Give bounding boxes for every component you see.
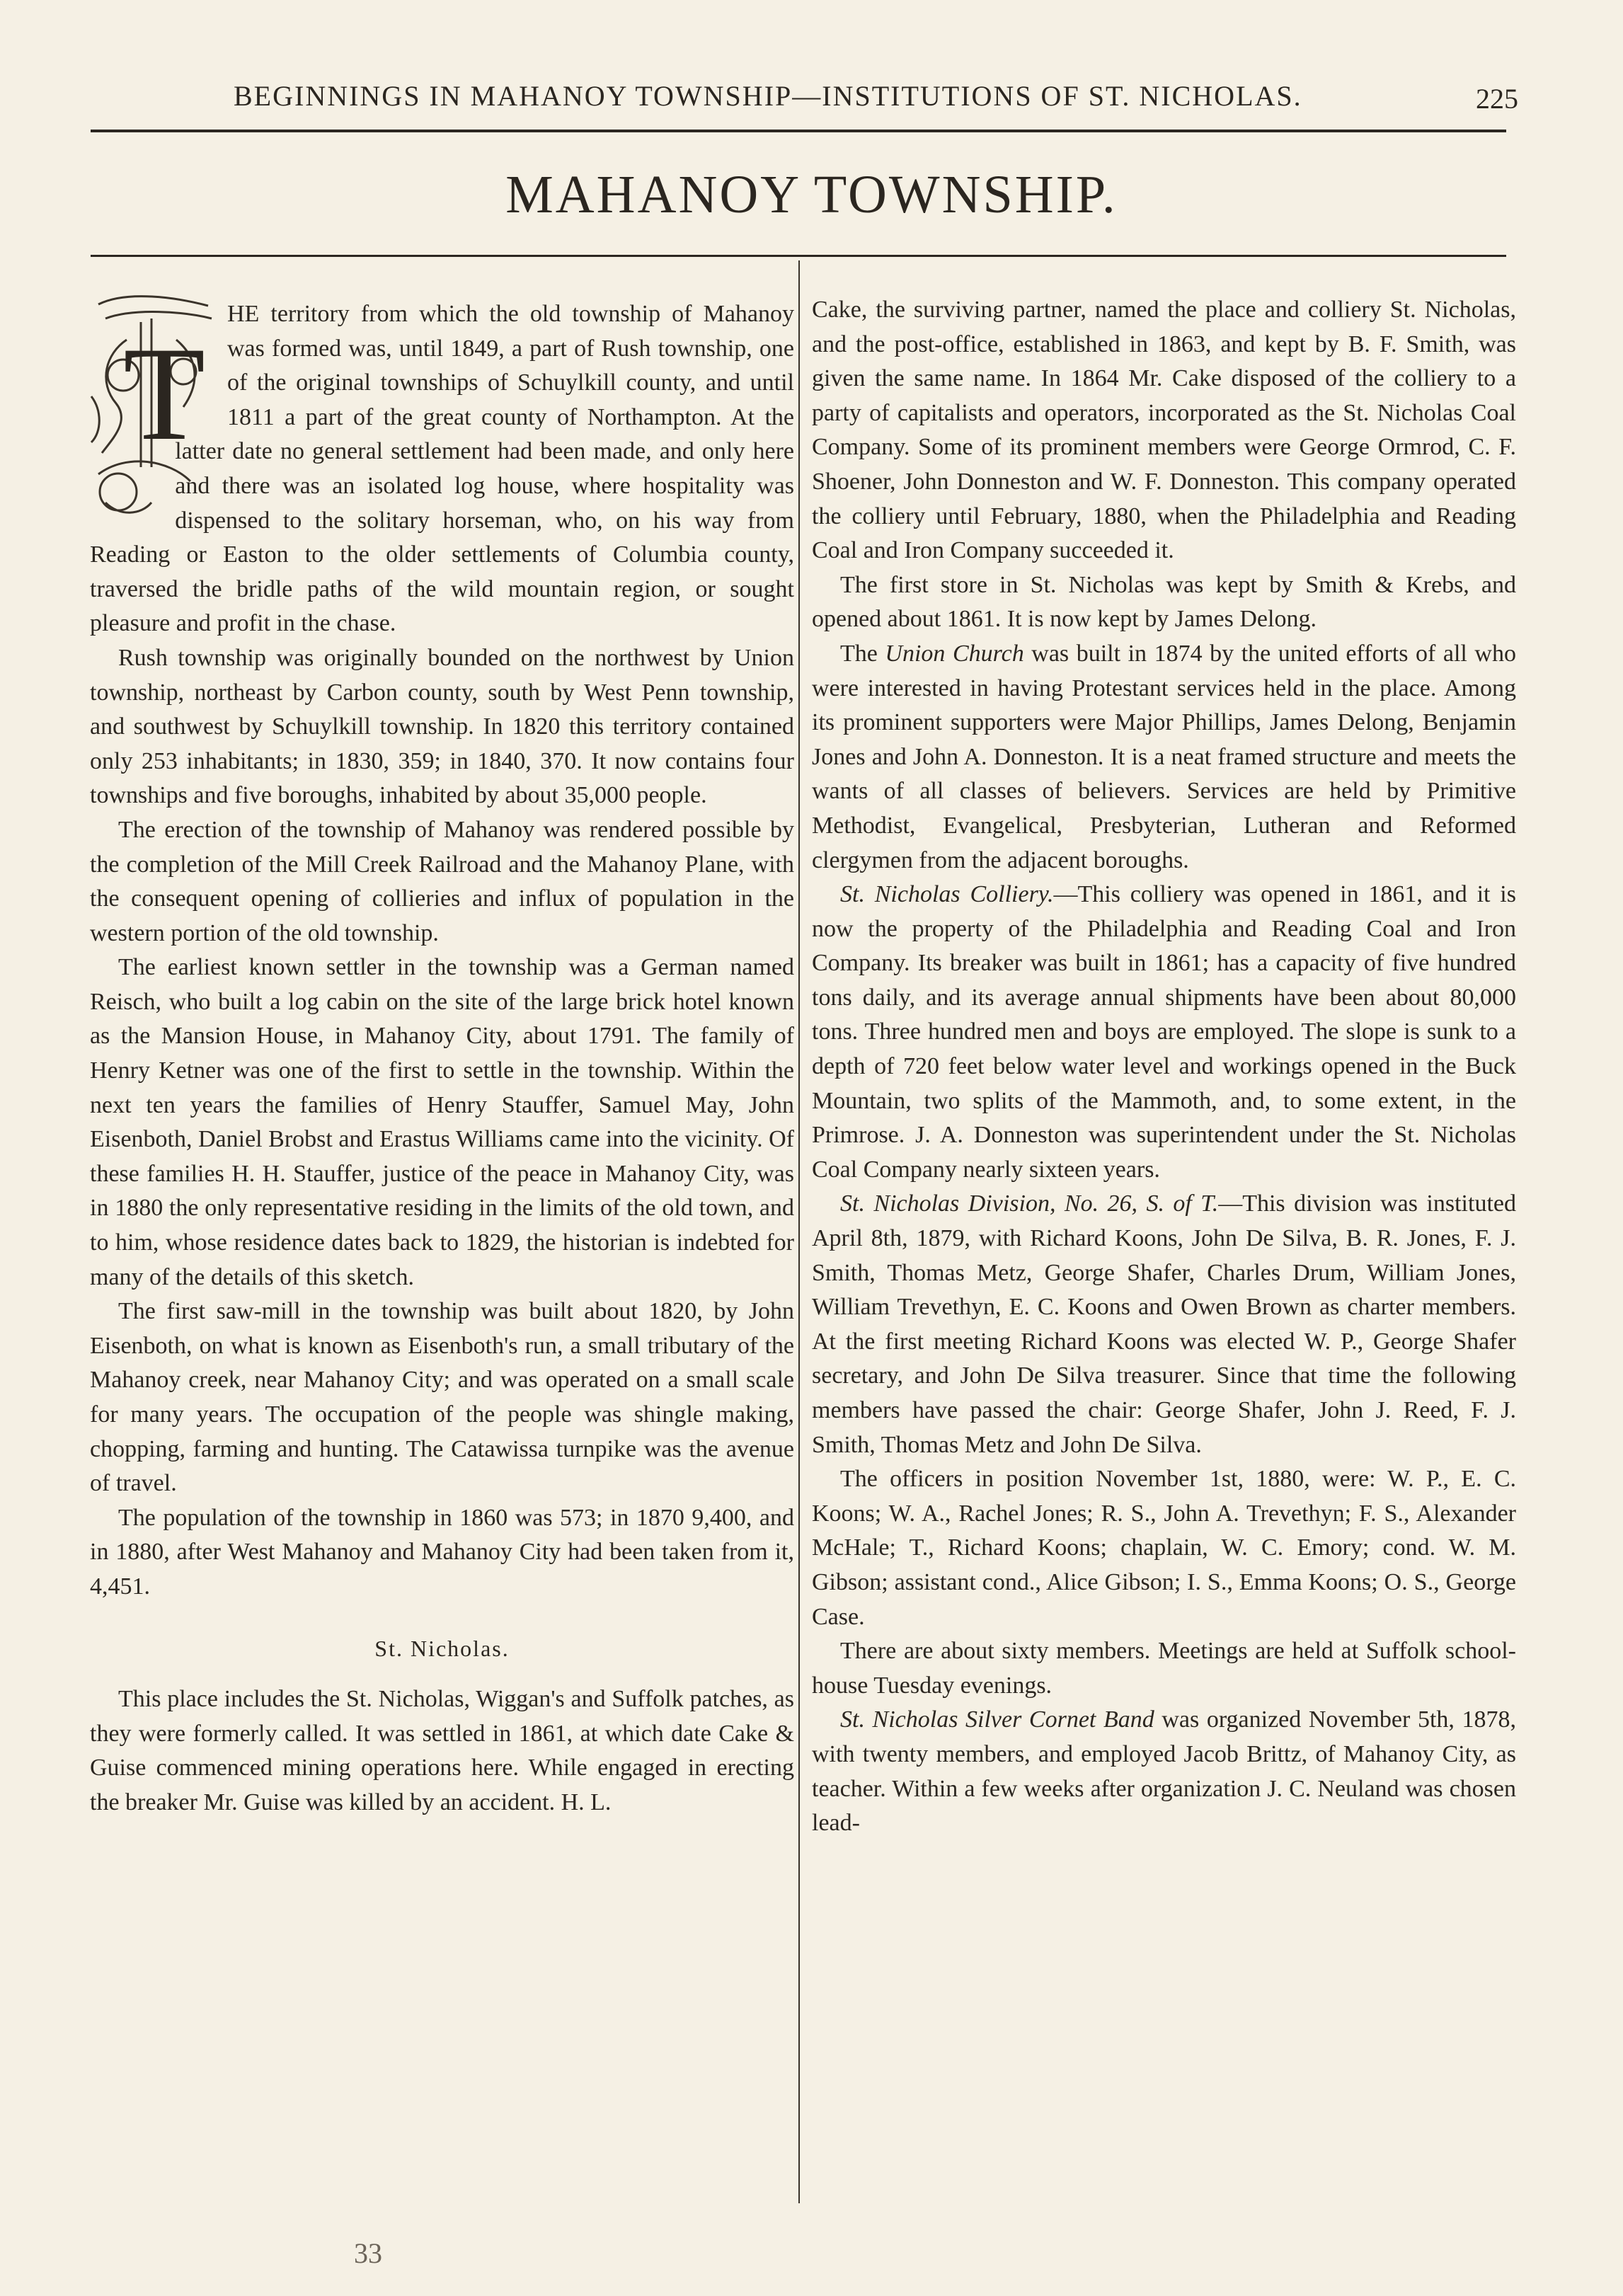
paragraph xyxy=(812,1187,1516,1462)
paragraph: Cake, the surviving partner, named the place and colliery St. Nicholas, and the post-office, established in 1863, and kept by B. F. Smith, was given the same name. In 1864 Mr. Cake disposed of the colliery to a party of capitalists and operators, incorporated as the St. Nicholas Coal Company. Some of its prominent members were George Ormrod, C. F. Shoener, John Donneston and W. F. Donneston. This company operated the colliery until February, 1880, when the Philadelphia and Reading Coal and Iron Company succeeded it. xyxy=(812,297,1516,564)
title-rule xyxy=(91,255,1506,257)
paragraph xyxy=(812,637,1516,878)
paragraph: Rush township was originally bounded on the northwest by Union township, northeast by Carbon county, south by West Penn township, and southwest by Schuylkill township. In 1820 this territory contained only 253 inhabitants; in 1830, 359; in 1840, 370. It now contains four townships and five boroughs, inhabited by about 35,000 people. xyxy=(90,644,794,809)
left-column xyxy=(90,297,794,1820)
text-run: was built in 1874 by the united efforts of all who were interested in having Protestant services held in the place. Among its prominent supporters were Major Phillips, James Delong, Benjamin Jones and John A. Donneston. It is a neat framed structure and meets the wants of all classes of believers. Services are held by Primitive Methodist, Evangelical, Presbyterian, Lutheran and Reformed clergymen from the adjacent boroughs. xyxy=(812,640,1516,873)
right-column xyxy=(812,293,1516,1841)
page-title: MAHANOY TOWNSHIP. xyxy=(505,165,1118,224)
header-rule xyxy=(91,130,1506,132)
text-run: —This division was instituted April 8th, 1879, with Richard Koons, John De Silva, B. R. Jones, F. J. Smith, Thomas Metz, George Shafer, Charles Drum, William Jones, William Trevethyn, E. C. Koons and Owen Brown as charter members. At the first meeting Richard Koons was elected W. P., George Shafer secretary, and John De Silva treasurer. Since that time the following members have passed the chair: George Shafer, John J. Reed, F. J. Smith, Thomas Metz and John De Silva. xyxy=(812,1190,1516,1458)
paragraph: The population of the township in 1860 was 573; in 1870 9,400, and in 1880, after West Mahanoy and Mahanoy City had been taken from it, 4,451. xyxy=(90,1504,794,1600)
italic-heading: St. Nicholas Division, No. 26, S. of T. xyxy=(840,1190,1219,1217)
dropcap-letter: T xyxy=(123,320,206,469)
column-divider xyxy=(798,260,800,2203)
paragraph xyxy=(812,1703,1516,1840)
signature-mark: 33 xyxy=(354,2237,382,2269)
paragraph: The officers in position November 1st, 1880, were: W. P., E. C. Koons; W. A., Rachel Jones; R. S., John A. Trevethyn; F. S., Alexander McHale; T., Richard Koons; chaplain, W. C. Emory; cond. W. M. Gibson; assistant cond., Alice Gibson; I. S., Emma Koons; O. S., George Case. xyxy=(812,1466,1516,1630)
paragraph: There are about sixty members. Meetings are held at Suffolk school-house Tuesday evenings. xyxy=(812,1638,1516,1699)
section-subhead: St. Nicholas. xyxy=(374,1635,510,1661)
italic-heading: St. Nicholas Colliery. xyxy=(840,881,1054,908)
paragraph xyxy=(812,878,1516,1187)
paragraph: The first saw-mill in the township was built about 1820, by John Eisenboth, on what is known as Eisenboth's run, a small tributary of the Mahanoy creek, near Mahanoy City; and was operated on a small scale for many years. The occupation of the people was shingle making, chopping, farming and hunting. The Catawissa turnpike was the avenue of travel. xyxy=(90,1298,794,1497)
text-run: —This colliery was opened in 1861, and it is now the property of the Philadelphia and Reading Coal and Iron Company. Its breaker was built in 1861; has a capacity of five hundred tons daily, and its average annual shipments have been about 80,000 tons. Three hundred men and boys are employed. The slope is sunk to a depth of 720 feet below water level and workings opened in the Buck Mountain, two splits of the Mammoth, and, to some extent, in the Primrose. J. A. Donneston was superintendent under the St. Nicholas Coal Company nearly sixteen years. xyxy=(812,881,1516,1183)
paragraph: HE territory from which the old township of Mahanoy was formed was, until 1849, a part of Rush township, one of the original townships of Schuylkill county, and until 1811 a part of the great county of Northampton. At the latter date no general settlement had been made, and only here and there was an isolated log house, where hospitality was dispensed to the solitary horseman, who, on his way from Reading or Easton to the older settlements of Columbia county, traversed the bridle paths of the wild mountain region, or sought pleasure and profit in the chase. xyxy=(90,301,794,637)
italic-heading: Union Church xyxy=(885,640,1024,667)
paragraph: This place includes the St. Nicholas, Wiggan's and Suffolk patches, as they were formerly called. It was settled in 1861, at which date Cake & Guise commenced mining operations here. While engaged in erecting the breaker Mr. Guise was killed by an accident. H. L. xyxy=(90,1686,794,1815)
paragraph: The first store in St. Nicholas was kept by Smith & Krebs, and opened about 1861. It is now kept by James Delong. xyxy=(812,571,1516,633)
paragraph: The erection of the township of Mahanoy was rendered possible by the completion of the Mill Creek Railroad and the Mahanoy Plane, with the consequent opening of collieries and influx of population in the western portion of the old township. xyxy=(90,816,794,946)
text-run: The xyxy=(840,640,885,667)
page-number: 225 xyxy=(1476,83,1518,115)
text-run: was organized November 5th, 1878, with twenty members, and employed Jacob Brittz, of Mahanoy City, as teacher. Within a few weeks after organization J. C. Neuland was chosen lead- xyxy=(812,1706,1516,1837)
paragraph: The earliest known settler in the township was a German named Reisch, who built a log cabin on the site of the large brick hotel known as the Mansion House, in Mahanoy City, about 1791. The family of Henry Ketner was one of the first to settle in the township. Within the next ten years the families of Henry Stauffer, Samuel May, John Eisenboth, Daniel Brobst and Erastus Williams came into the vicinity. Of these families H. H. Stauffer, justice of the peace in Mahanoy City, was in 1880 the only representative residing in the limits of the old town, and to him, whose residence dates back to 1829, the historian is indebted for many of the details of this sketch. xyxy=(90,954,794,1290)
running-head: BEGINNINGS IN MAHANOY TOWNSHIP—INSTITUTIONS OF ST. NICHOLAS. xyxy=(234,80,1302,112)
italic-heading: St. Nicholas Silver Cornet Band xyxy=(840,1706,1154,1733)
